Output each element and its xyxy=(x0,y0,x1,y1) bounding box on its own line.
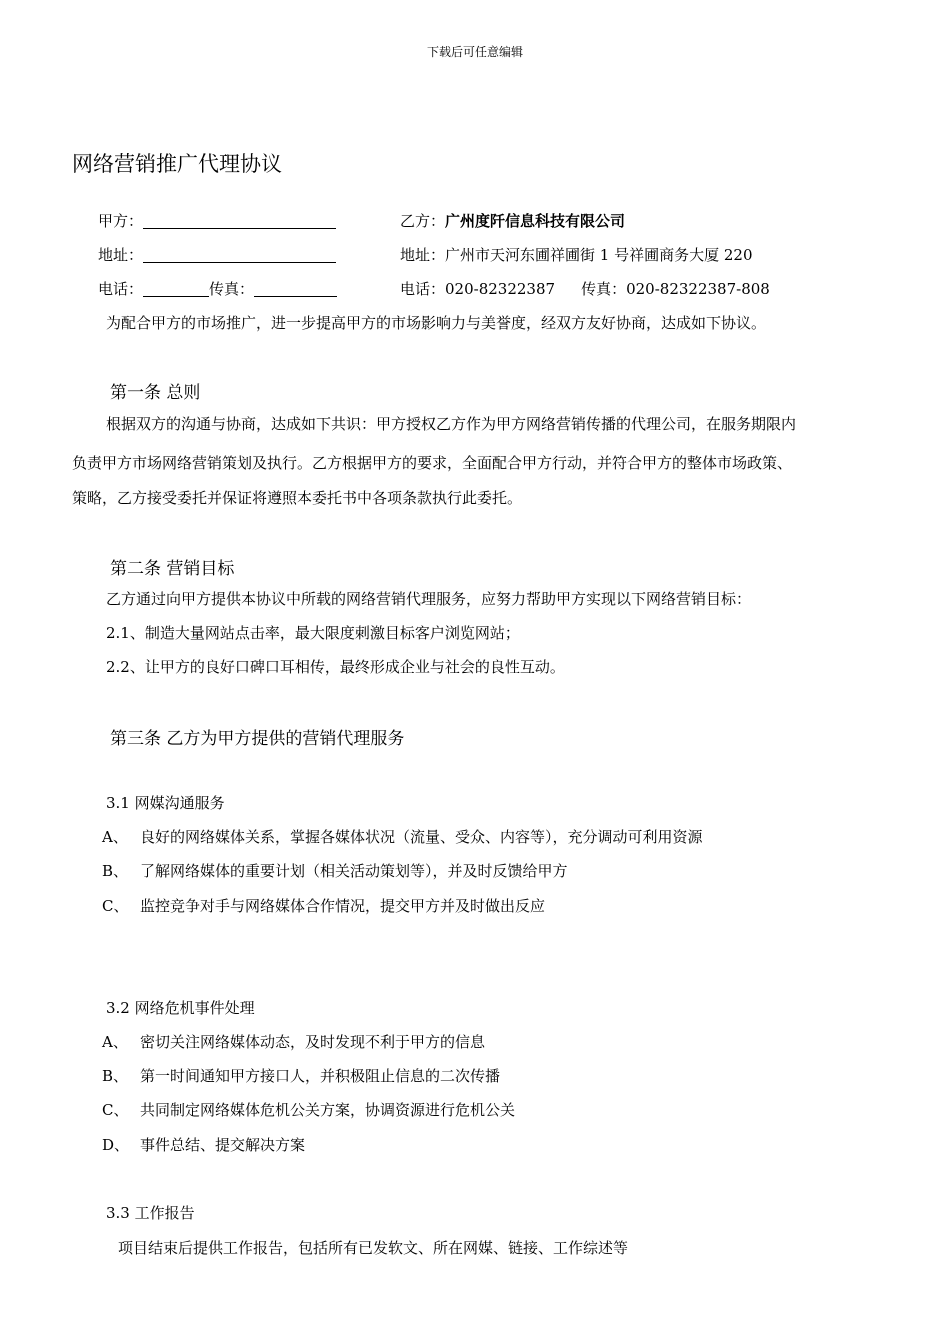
article1-line: 根据双方的沟通与协商，达成如下共识：甲方授权乙方作为甲方网络营销传播的代理公司，在服务期限内 xyxy=(106,415,797,433)
article2-line: 2.2、让甲方的良好口碑口耳相传，最终形成企业与社会的良性互动。 xyxy=(106,658,565,676)
party-b-fax: 020-82322387-808 xyxy=(626,280,770,298)
list-marker: D、 xyxy=(102,1136,130,1154)
article2-heading: 第二条 营销目标 xyxy=(110,559,235,579)
party-a-fax-label: 传真： xyxy=(209,280,255,298)
list-marker: B、 xyxy=(102,862,129,880)
party-a-fax-blank xyxy=(254,280,337,297)
party-b-phone-label: 电话： xyxy=(400,280,446,298)
party-a-address-blank xyxy=(143,246,336,263)
party-b-row xyxy=(400,211,625,231)
party-a-phone-row xyxy=(98,279,337,299)
list-marker: C、 xyxy=(102,897,129,915)
list-marker: A、 xyxy=(102,1033,128,1051)
list-marker: B、 xyxy=(102,1067,129,1085)
list-text: 密切关注网络媒体动态，及时发现不利于甲方的信息 xyxy=(140,1033,486,1051)
party-b-address: 广州市天河东圃祥圃街 1 号祥圃商务大厦 220 xyxy=(445,246,753,264)
party-a-address-label: 地址： xyxy=(98,246,144,264)
party-a-blank xyxy=(143,212,336,229)
section-3-1-title: 3.1 网媒沟通服务 xyxy=(106,794,225,812)
party-a-phone-blank xyxy=(143,280,209,297)
article1-heading: 第一条 总则 xyxy=(110,383,201,403)
party-a-label: 甲方： xyxy=(98,212,144,230)
party-b-phone: 020-82322387 xyxy=(445,280,556,298)
intro-paragraph: 为配合甲方的市场推广，进一步提高甲方的市场影响力与美誉度，经双方友好协商，达成如下协议。 xyxy=(106,314,767,332)
party-b-address-row xyxy=(400,245,753,265)
list-item xyxy=(102,1135,305,1155)
party-a-phone-label: 电话： xyxy=(98,280,144,298)
list-marker: C、 xyxy=(102,1101,129,1119)
list-item xyxy=(102,1100,515,1120)
list-text: 共同制定网络媒体危机公关方案，协调资源进行危机公关 xyxy=(140,1101,516,1119)
page-header: 下载后可任意编辑 xyxy=(426,45,523,59)
article1-line: 策略，乙方接受委托并保证将遵照本委托书中各项条款执行此委托。 xyxy=(72,489,523,507)
article3-heading: 第三条 乙方为甲方提供的营销代理服务 xyxy=(110,729,405,749)
party-b-fax-label: 传真： xyxy=(581,280,627,298)
list-text: 了解网络媒体的重要计划（相关活动策划等），并及时反馈给甲方 xyxy=(140,862,568,880)
party-b-phone-row xyxy=(400,279,770,299)
article2-line: 2.1、制造大量网站点击率，最大限度刺激目标客户浏览网站； xyxy=(106,624,520,642)
list-marker: A、 xyxy=(102,828,128,846)
list-item xyxy=(102,1032,485,1052)
section-3-3-text: 项目结束后提供工作报告，包括所有已发软文、所在网媒、链接、工作综述等 xyxy=(118,1239,629,1257)
list-text: 良好的网络媒体关系，掌握各媒体状况（流量、受众、内容等），充分调动可利用资源 xyxy=(140,828,703,846)
section-3-3-title: 3.3 工作报告 xyxy=(106,1204,195,1222)
list-text: 第一时间通知甲方接口人，并积极阻止信息的二次传播 xyxy=(140,1067,501,1085)
list-item xyxy=(102,827,703,847)
party-a-address-row xyxy=(98,245,336,265)
party-b-name: 广州度阡信息科技有限公司 xyxy=(445,212,626,230)
document-title: 网络营销推广代理协议 xyxy=(72,152,282,176)
party-b-address-label: 地址： xyxy=(400,246,446,264)
section-3-2-title: 3.2 网络危机事件处理 xyxy=(106,999,255,1017)
party-b-label: 乙方： xyxy=(400,212,446,230)
party-a-row xyxy=(98,211,336,231)
list-item xyxy=(102,1066,500,1086)
article1-line: 负责甲方市场网络营销策划及执行。乙方根据甲方的要求，全面配合甲方行动，并符合甲方的整体市场政策、 xyxy=(72,454,793,472)
list-item xyxy=(102,896,545,916)
article2-line: 乙方通过向甲方提供本协议中所载的网络营销代理服务，应努力帮助甲方实现以下网络营销目标： xyxy=(106,590,752,608)
list-text: 监控竞争对手与网络媒体合作情况，提交甲方并及时做出反应 xyxy=(140,897,546,915)
list-text: 事件总结、提交解决方案 xyxy=(140,1136,306,1154)
list-item xyxy=(102,861,568,881)
